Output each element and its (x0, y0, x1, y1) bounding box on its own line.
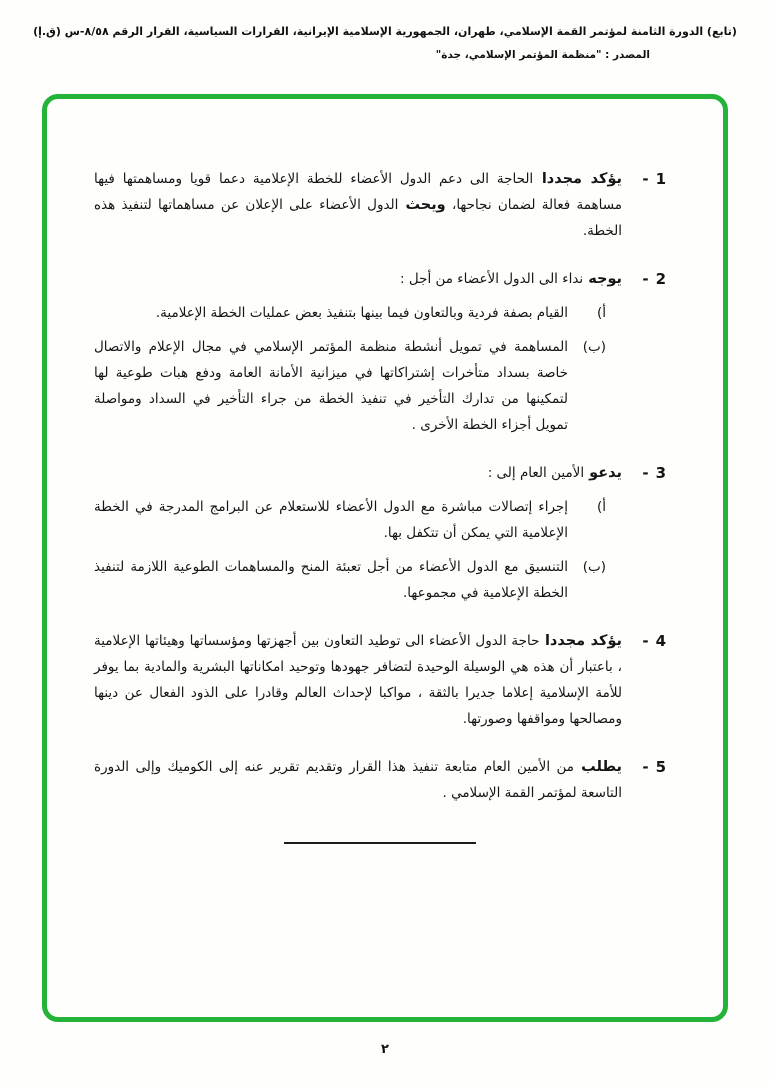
text-segment: حاجة الدول الأعضاء الى توطيد التعاون بين أجهزتها ومؤسساتها وهيئاتها الإعلامية ، باعتبار أن هذه هي الوسيلة الوحيدة لتضافر جهودها وتوحيد امكاناتها البشرية والمادية بما يوفر للأمة الإسلامية إعلاما جديرا بالثقة ، مواكبا لإحداث العالم وقادرا على الذود الفعال عن دينها ومصالحها ومواقفها وصورتها. (94, 633, 622, 727)
text-segment: الحاجة الى دعم الدول الأعضاء للخطة الإعلامية دعما قويا ومساهمتها فيها مساهمة فعالة لضمان نجاحها، (94, 171, 623, 213)
divider-line (284, 842, 476, 844)
sub-item-label: أ) (596, 499, 606, 515)
item-number-value: 3 (655, 464, 666, 482)
sub-item-text: المساهمة في تمويل أنشطة منظمة المؤتمر الإسلامي في مجال الإعلام والاتصال خاصة بسداد متأخرات إشتراكاتها في ميزانية الأمانة العامة ودفع هبات طوعية لها لتمكينها من تدارك التأخير في تنفيذ الخطة من جراء التأخير في السداد ومواصلة تمويل أجزاء الخطة الأخرى . (94, 339, 568, 433)
item-number (634, 166, 666, 244)
resolution-item (94, 460, 666, 606)
item-paragraph (94, 754, 622, 806)
item-number-value: 4 (655, 632, 666, 650)
sub-item (94, 554, 606, 606)
item-body (94, 266, 622, 438)
item-paragraph (94, 266, 622, 292)
text-segment: من الأمين العام متابعة تنفيذ هذا القرار وتقديم تقرير عنه إلى الكوميك وإلى الدورة التاسعة لمؤتمر القمة الإسلامي . (94, 759, 622, 801)
bold-text-segment: يؤكد مجددا (533, 171, 622, 187)
item-body (94, 754, 622, 806)
bold-text-segment: يدعو (584, 465, 622, 481)
item-number (634, 628, 666, 732)
bold-text-segment: يؤكد مجددا (539, 633, 622, 649)
resolution-item (94, 754, 666, 806)
page-number: ٢ (381, 1042, 389, 1057)
sub-item (94, 300, 606, 326)
bold-text-segment: يوجه (583, 271, 622, 287)
resolution-item (94, 628, 666, 732)
item-body (94, 460, 622, 606)
header-source: المصدر : "منظمة المؤتمر الإسلامي، جدة" (435, 49, 650, 61)
sub-item-label: (ب) (582, 559, 606, 575)
sub-item-label: (ب) (582, 339, 606, 355)
item-paragraph (94, 166, 622, 244)
item-number (634, 754, 666, 806)
text-segment: الأمين العام إلى : (487, 465, 585, 481)
resolution-item (94, 266, 666, 438)
resolution-item (94, 166, 666, 244)
item-paragraph (94, 460, 622, 486)
sub-item-text: التنسيق مع الدول الأعضاء من أجل تعبئة المنح والمساهمات الطوعية اللازمة لتنفيذ الخطة الإعلامية في مجموعها. (94, 559, 568, 601)
item-number-dash: - (642, 270, 649, 288)
item-paragraph (94, 628, 622, 732)
item-number-value: 5 (655, 758, 666, 776)
item-body (94, 628, 622, 732)
item-number-dash: - (642, 170, 649, 188)
sub-item-text: إجراء إتصالات مباشرة مع الدول الأعضاء للاستعلام عن البرامج المدرجة في الخطة الإعلامية التي يمكن أن تتكفل بها. (94, 499, 568, 541)
header-line: (تابع) الدورة الثامنة لمؤتمر القمة الإسلامي، طهران، الجمهورية الإسلامية الإيرانية، القرارات السياسية، القرار الرقم ٨/٥٨-س (ق.إ) (33, 25, 737, 38)
document-content (94, 166, 666, 844)
bold-text-segment: ويحث (398, 197, 446, 213)
sub-item (94, 494, 606, 546)
item-body (94, 166, 622, 244)
text-segment: نداء الى الدول الأعضاء من أجل : (400, 271, 584, 287)
text-segment: الدول الأعضاء على الإعلان عن مساهماتها لتنفيذ هذه الخطة. (94, 197, 622, 239)
item-number-dash: - (642, 464, 649, 482)
resolution-items (94, 166, 666, 806)
item-number-dash: - (642, 632, 649, 650)
item-number (634, 266, 666, 438)
item-number (634, 460, 666, 606)
sub-item (94, 334, 606, 438)
sub-item-text: القيام بصفة فردية وبالتعاون فيما بينها بتنفيذ بعض عمليات الخطة الإعلامية. (155, 305, 568, 321)
sub-item-label: أ) (596, 305, 606, 321)
item-number-value: 1 (655, 170, 666, 188)
item-number-dash: - (642, 758, 649, 776)
bold-text-segment: يطلب (574, 759, 622, 775)
item-number-value: 2 (655, 270, 666, 288)
